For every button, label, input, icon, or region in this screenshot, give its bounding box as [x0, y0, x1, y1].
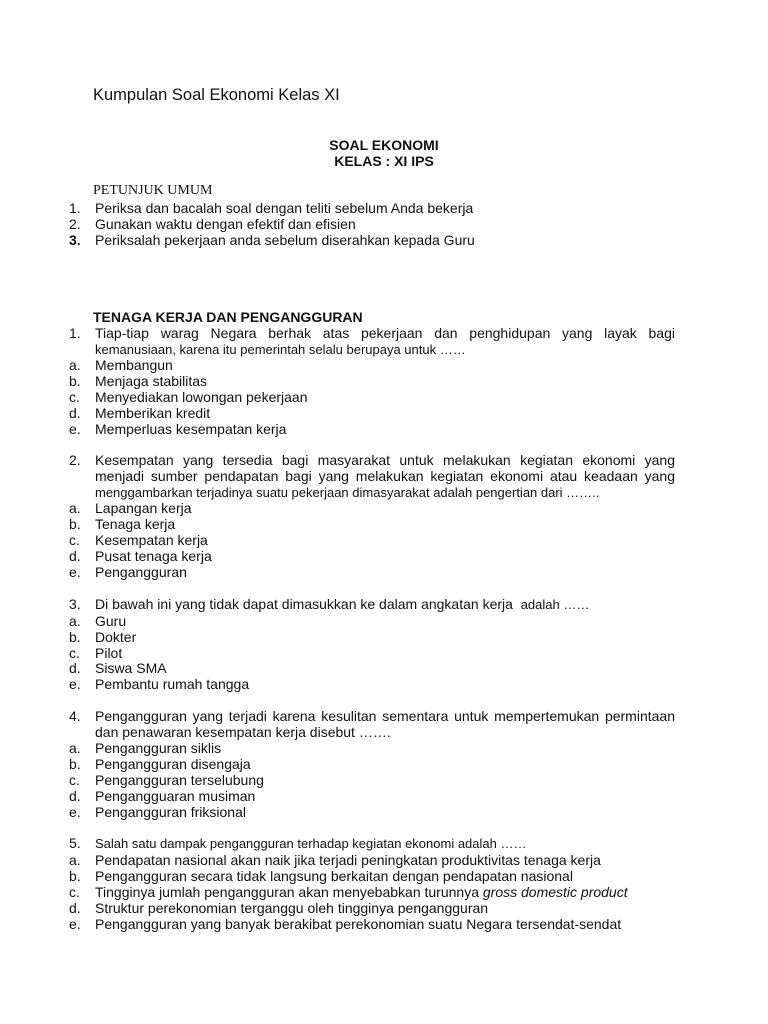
answer-option: c. Pengangguran terselubung	[69, 772, 264, 788]
question-5: 5. Salah satu dampak pengangguran terhadap kegiatan ekonomi adalah ……	[69, 836, 675, 852]
answer-option: a. Lapangan kerja	[69, 500, 192, 516]
answer-option: e. Pembantu rumah tangga	[69, 676, 250, 692]
answer-option: c. Kesempatan kerja	[69, 532, 208, 548]
document-title: Kumpulan Soal Ekonomi Kelas XI	[93, 86, 340, 104]
question-text: menjadi sumber pendapatan bagi yang melakukan kegiatan ekonomi atau keadaan yang	[95, 467, 675, 484]
answer-option: a. Membangun	[69, 357, 173, 373]
question-text: kemanusiaan, karena itu pemerintah selalu berupaya untuk ……	[95, 341, 466, 357]
question-text: Salah satu dampak pengangguran terhadap kegiatan ekonomi adalah ……	[95, 836, 527, 851]
answer-option: b. Dokter	[69, 629, 137, 645]
answer-option: e. Pengangguran yang banyak berakibat perekonomian suatu Negara tersendat-sendat	[69, 916, 622, 932]
answer-option: d. Memberikan kredit	[69, 405, 211, 421]
exam-class: KELAS : XI IPS	[334, 153, 434, 169]
answer-option: a. Pendapatan nasional akan naik jika terjadi peningkatan produktivitas tenaga kerja	[69, 852, 601, 868]
instructions-title: PETUNJUK UMUM	[93, 183, 213, 198]
question-text: Pengangguran yang terjadi karena kesulitan sementara untuk mempertemukan permintaan	[95, 708, 675, 724]
answer-option: c. Menyediakan lowongan pekerjaan	[69, 389, 308, 405]
answer-option: e. Pengangguran friksional	[69, 804, 246, 820]
answer-option: d. Struktur perekonomian terganggu oleh tingginya pengangguran	[69, 900, 489, 916]
section-title: TENAGA KERJA DAN PENGANGGURAN	[93, 309, 363, 325]
question-3: 3. Di bawah ini yang tidak dapat dimasukkan ke dalam angkatan kerja adalah ……	[69, 597, 675, 613]
answer-option: b. Menjaga stabilitas	[69, 373, 208, 389]
answer-option: e. Memperluas kesempatan kerja	[69, 421, 287, 437]
question-text: Tiap-tiap warag Negara berhak atas pekerjaan dan penghidupan yang layak bagi	[95, 325, 675, 341]
question-text: Di bawah ini yang tidak dapat dimasukkan ke dalam angkatan kerja adalah ……	[95, 596, 590, 612]
question-text: dan penawaran kesempatan kerja disebut …….	[95, 723, 391, 740]
answer-option: c. Tingginya jumlah pengangguran akan menyebabkan turunnya gross domestic product	[69, 884, 628, 900]
document-page: Kumpulan Soal Ekonomi Kelas XI SOAL EKONOMI KELAS : XI IPS PETUNJUK UMUM 1. Periksa dan bacalah soal dengan teliti sebelum Anda bekerja 2. Gunakan waktu dengan efektif dan efisien 3. Periksalah pekerjaan anda sebelum diserahkan kepada Guru TENAGA KERJA DAN PENGANGGURAN 1. Tiap-tiap warag Negara berhak atas pekerjaan dan penghidupan yang layak bagi kemanusiaan, karena itu pemerintah selalu berupaya untuk …… a. Membangun b. Menjaga stabilitas c. Menyediakan lowongan pekerjaan d. Memberikan kredit e. Memperluas kesempatan kerja 2. Kesempatan yang tersedia bagi masyarakat untuk melakukan kegiatan ekonomi yang menjadi sumber pendapatan bagi yang melakukan kegiatan ekonomi atau keadaan yang menggambarkan terjadinya suatu pekerjaan dimasyarakat adalah pengertian dari …….. a. Lapangan kerja b. Tenaga kerja c. Kesempatan kerja d. Pusat tenaga kerja e. Pengangguran 3. Di bawah ini yang tidak dapat dimasukkan ke dalam angkatan kerja adalah …… a. Guru b. Dokter c. Pilot d. Siswa SMA e. Pembantu rumah tangga 4. Pengangguran yang terjadi karena kesulitan sementara untuk mempertemukan permintaan dan penawaran kesempatan kerja disebut ……. a. Pengangguran siklis b. Pengangguran disengaja c. Pengangguran terselubung d. Pengangguaran musiman e. Pengangguran friksional 5. Salah satu dampak pengangguran terhadap kegiatan ekonomi adalah …… a. Pendapatan nasional akan naik jika terjadi peningkatan produktivitas tenaga kerja b. Pengangguran secara tidak langsung berkaitan dengan pendapatan nasional c. Tingginya jumlah pengangguran akan menyebabkan turunnya gross domestic product d. Struktur perekonomian terganggu oleh tingginya pengangguran e. Pengangguran yang banyak berakibat perekonomian suatu Negara tersendat-sendat	[0, 0, 768, 1024]
answer-option: a. Pengangguran siklis	[69, 740, 222, 756]
question-text: menggambarkan terjadinya suatu pekerjaan dimasyarakat adalah pengertian dari ……..	[95, 484, 600, 500]
answer-option: d. Pusat tenaga kerja	[69, 548, 212, 564]
question-2: 2. Kesempatan yang tersedia bagi masyarakat untuk melakukan kegiatan ekonomi yang menjadi sumber pendapatan bagi yang melakukan kegiatan ekonomi atau keadaan yang menggambarkan terjadinya suatu pekerjaan dimasyarakat adalah pengertian dari ……..	[69, 452, 675, 500]
answer-option: b. Tenaga kerja	[69, 516, 176, 532]
answer-option: d. Siswa SMA	[69, 660, 167, 676]
answer-option: b. Pengangguran secara tidak langsung berkaitan dengan pendapatan nasional	[69, 868, 573, 884]
answer-option: a. Guru	[69, 613, 127, 629]
answer-option: b. Pengangguran disengaja	[69, 756, 251, 772]
exam-title: SOAL EKONOMI	[329, 137, 439, 153]
answer-option: e. Pengangguran	[69, 564, 187, 580]
question-text: Kesempatan yang tersedia bagi masyarakat untuk melakukan kegiatan ekonomi yang	[95, 452, 675, 468]
answer-option: c. Pilot	[69, 645, 123, 661]
answer-option: d. Pengangguaran musiman	[69, 788, 256, 804]
question-1: 1. Tiap-tiap warag Negara berhak atas pekerjaan dan penghidupan yang layak bagi kemanusiaan, karena itu pemerintah selalu berupaya untuk ……	[69, 325, 675, 357]
question-4: 4. Pengangguran yang terjadi karena kesulitan sementara untuk mempertemukan permintaan dan penawaran kesempatan kerja disebut …….	[69, 708, 675, 740]
